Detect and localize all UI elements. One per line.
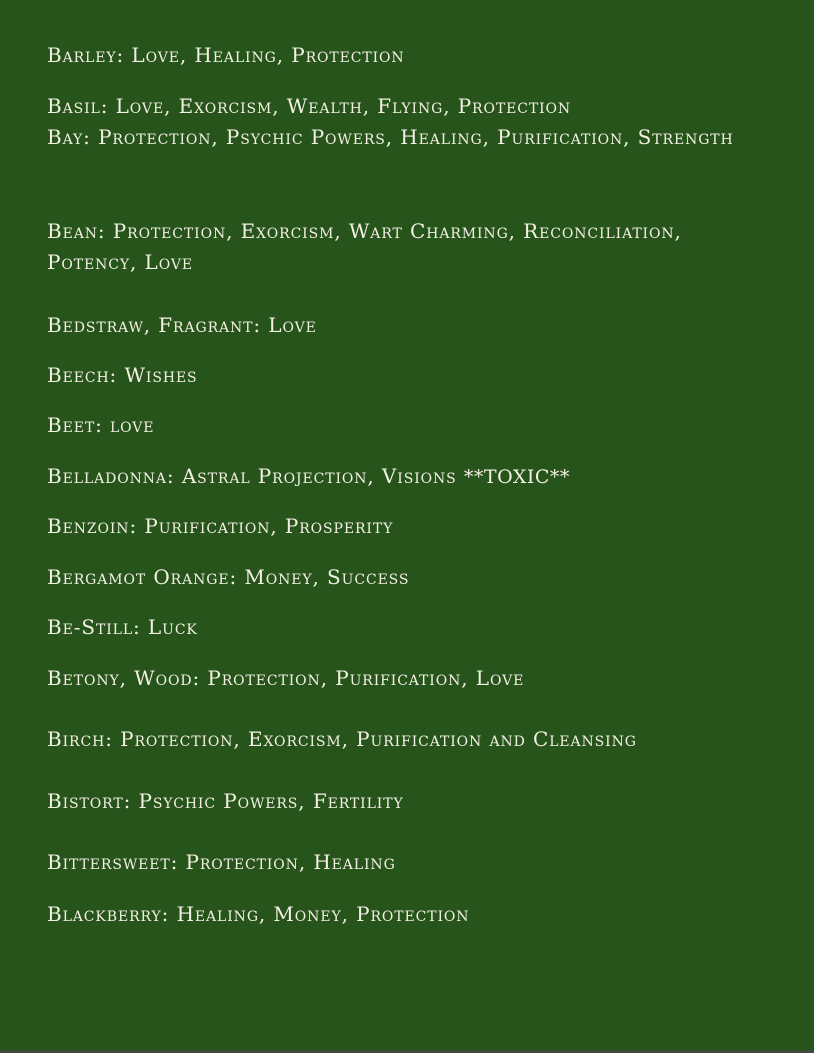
- entry-benzoin: Benzoin: Purification, Prosperity: [47, 514, 394, 538]
- entry-bittersweet: Bittersweet: Protection, Healing: [47, 850, 396, 874]
- entry-bean: Bean: Protection, Exorcism, Wart Charming, Reconciliation, Potency, Love: [47, 219, 682, 274]
- entry-belladonna: [47, 461, 767, 493]
- entry-be-still: Be-Still: Luck: [47, 615, 198, 639]
- entry-beet: Beet: love: [47, 413, 155, 437]
- entry-barley: Barley: Love, Healing, Protection: [47, 43, 405, 67]
- entry-basil: Basil: Love, Exorcism, Wealth, Flying, Protection: [47, 94, 572, 118]
- entry-bay: Bay: Protection, Psychic Powers, Healing, Purification, Strength: [47, 125, 734, 149]
- entry-bergamot-orange: Bergamot Orange: Money, Success: [47, 565, 410, 589]
- toxic-warning: **TOXIC**: [463, 466, 570, 488]
- entry-bedstraw: Bedstraw, Fragrant: Love: [47, 313, 317, 337]
- entry-bistort: Bistort: Psychic Powers, Fertility: [47, 789, 404, 813]
- entry-belladonna-text: Belladonna: Astral Projection, Visions: [47, 464, 457, 488]
- entry-birch: Birch: Protection, Exorcism, Purification and Cleansing: [47, 727, 637, 751]
- entry-blackberry: Blackberry: Healing, Money, Protection: [47, 902, 470, 926]
- entry-beech: Beech: Wishes: [47, 363, 198, 387]
- entry-betony-wood: Betony, Wood: Protection, Purification, Love: [47, 666, 525, 690]
